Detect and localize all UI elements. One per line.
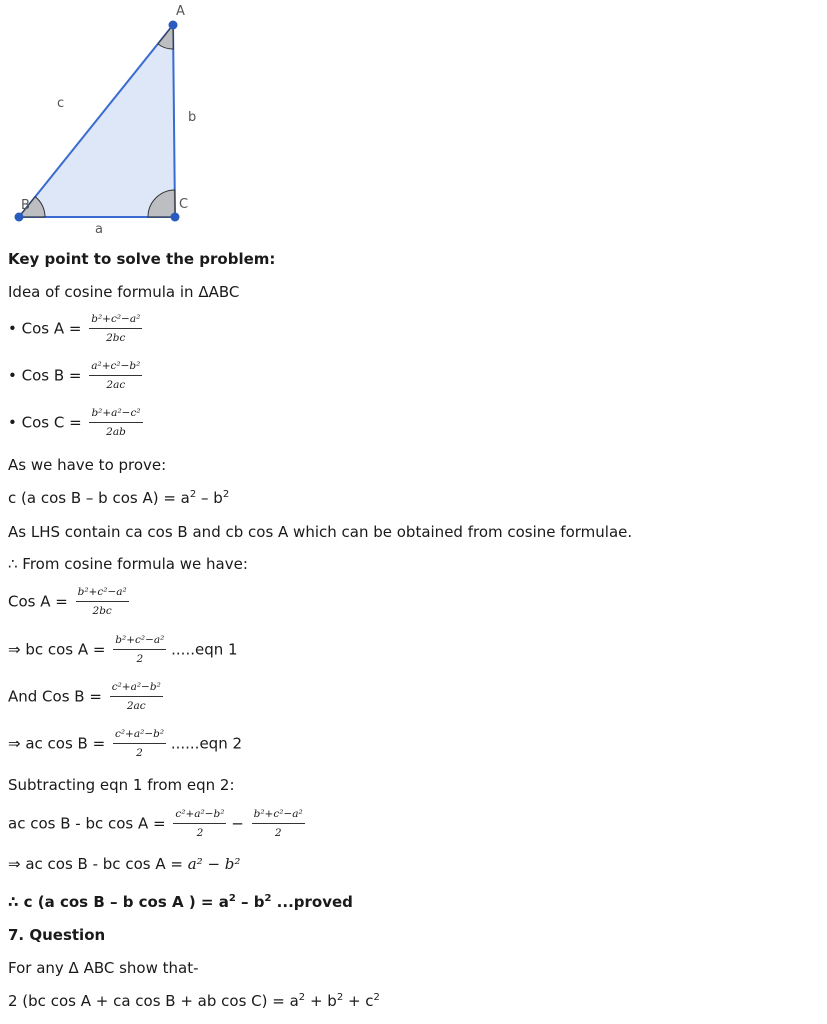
fraction	[89, 313, 142, 345]
numerator: c²+a²−b²	[173, 808, 226, 824]
eqn-2	[8, 728, 242, 760]
bullet-cos-c	[8, 407, 143, 439]
numerator: b²+c²−a²	[76, 586, 129, 602]
exponent: 2	[298, 992, 306, 1003]
point-a	[169, 21, 178, 30]
bullet-cos-c-label: • Cos C =	[8, 413, 82, 432]
label-vertex-a: A	[176, 4, 185, 19]
numerator: b²+a²−c²	[89, 407, 142, 423]
conclusion-text: – b	[235, 893, 265, 911]
numerator: b²+c²−a²	[89, 313, 142, 329]
conclusion	[8, 893, 353, 911]
numerator: b²+c²−a²	[113, 634, 166, 650]
formula-label: ⇒ ac cos B =	[8, 734, 106, 753]
formula-label: ⇒ ac cos B - bc cos A =	[8, 855, 183, 873]
denominator: 2bc	[92, 605, 112, 618]
therefore-note: ∴ From cosine formula we have:	[8, 555, 248, 573]
bullet-cos-b-label: • Cos B =	[8, 366, 82, 385]
numerator: c²+a²−b²	[113, 728, 166, 744]
exponent: 2	[373, 992, 380, 1003]
cos-b-formula	[8, 681, 163, 713]
fraction	[76, 586, 129, 618]
statement-text: 2 (bc cos A + ca cos B + ab cos C) = a	[8, 992, 299, 1010]
exponent: 2	[222, 489, 230, 500]
fraction	[113, 634, 166, 666]
minus-sign: −	[231, 814, 244, 833]
numerator: c²+a²−b²	[110, 681, 163, 697]
question-heading: 7. Question	[8, 926, 106, 944]
fraction	[113, 728, 166, 760]
point-b	[15, 213, 24, 222]
triangle-figure	[0, 0, 240, 240]
exponent: 2	[264, 893, 272, 904]
label-side-a: a	[95, 222, 103, 237]
bullet-cos-a	[8, 313, 142, 345]
denominator: 2	[136, 747, 143, 760]
eqn-1	[8, 634, 238, 666]
fraction	[89, 407, 142, 439]
cosine-intro: Idea of cosine formula in ΔABC	[8, 283, 240, 301]
key-point-heading: Key point to solve the problem:	[8, 250, 276, 268]
statement-text: – b	[196, 489, 223, 507]
fraction	[110, 681, 163, 713]
numerator: b²+c²−a²	[252, 808, 305, 824]
conclusion-text: ...proved	[271, 893, 353, 911]
numerator: a²+c²−b²	[89, 360, 142, 376]
statement-text: c (a cos B – b cos A) = a	[8, 489, 190, 507]
label-side-b: b	[188, 110, 197, 125]
denominator: 2	[274, 827, 282, 840]
formula-label: ac cos B - bc cos A =	[8, 814, 166, 833]
lhs-note: As LHS contain ca cos B and cb cos A which can be obtained from cosine formulae.	[8, 523, 633, 541]
subtract-equation	[8, 808, 305, 840]
exponent: 2	[336, 992, 344, 1003]
label-vertex-c: C	[179, 197, 189, 212]
fraction	[252, 808, 305, 840]
fraction	[173, 808, 226, 840]
statement-text: + b	[305, 992, 337, 1010]
result-equation	[8, 855, 240, 873]
formula-label: ⇒ bc cos A =	[8, 640, 106, 659]
equation-tag: ......eqn 2	[170, 734, 243, 753]
fraction	[89, 360, 142, 392]
denominator: 2bc	[106, 332, 126, 345]
denominator: 2ab	[106, 426, 126, 439]
formula-label: And Cos B =	[8, 687, 102, 706]
bullet-cos-a-label: • Cos A =	[8, 319, 82, 338]
conclusion-text: ∴ c (a cos B – b cos A ) = a	[8, 893, 229, 911]
exponent: 2	[228, 893, 236, 904]
label-vertex-b: B	[21, 198, 30, 213]
question-statement	[8, 992, 380, 1010]
prove-intro: As we have to prove:	[8, 456, 167, 474]
label-side-c: c	[57, 96, 65, 111]
question-prompt: For any Δ ABC show that-	[8, 959, 199, 977]
denominator: 2	[136, 653, 144, 666]
exponent: 2	[189, 489, 197, 500]
formula-label: Cos A =	[8, 592, 68, 611]
prove-statement	[8, 489, 229, 507]
statement-text: + c	[343, 992, 374, 1010]
subtract-note: Subtracting eqn 1 from eqn 2:	[8, 776, 235, 794]
equation-tag: .....eqn 1	[171, 640, 238, 659]
denominator: 2	[196, 827, 204, 840]
denominator: 2ac	[106, 379, 126, 392]
point-c	[171, 213, 180, 222]
result-expression: a² − b²	[187, 855, 241, 873]
cos-a-formula	[8, 586, 129, 618]
bullet-cos-b	[8, 360, 142, 392]
denominator: 2ac	[126, 700, 146, 713]
